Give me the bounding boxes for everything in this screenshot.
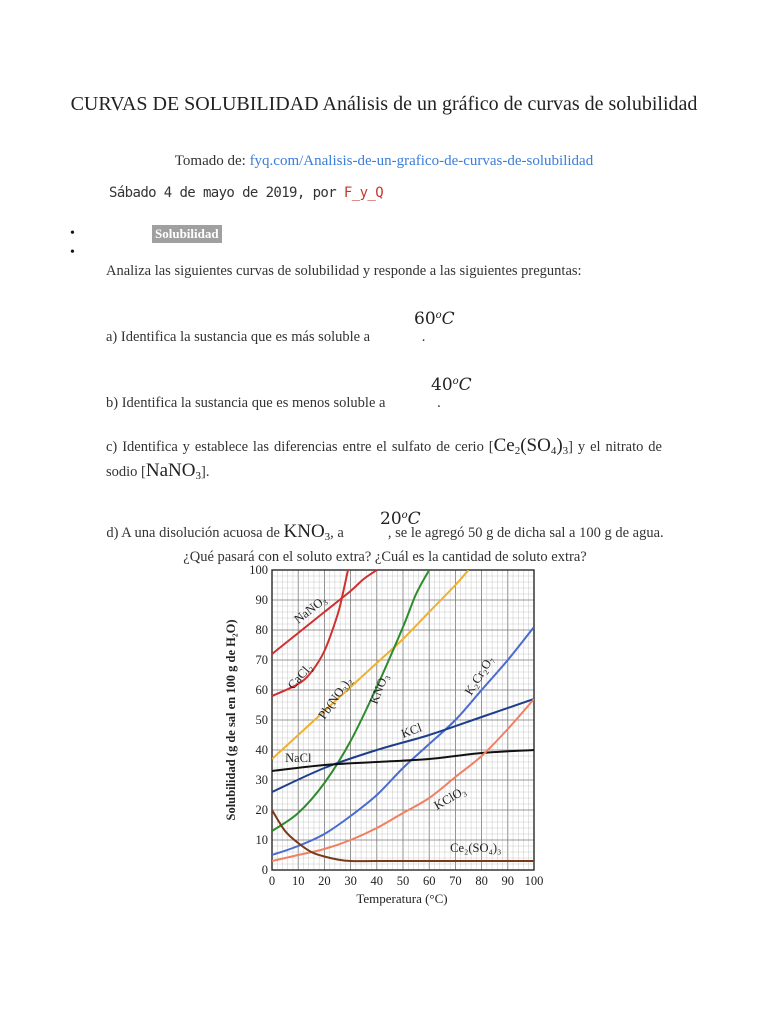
question-b-temp: 40$^o$C [431,375,472,395]
y-tick-label: 60 [255,683,268,697]
x-tick-label: 70 [449,874,462,888]
y-tick-label: 50 [255,713,268,727]
bullet-marker: • [70,226,75,241]
question-d-temp: 20$^o$C [380,509,421,529]
y-tick-label: 30 [255,773,268,787]
date-line [109,185,383,201]
x-tick-label: 10 [291,874,305,888]
question-b-text: b) Identifica la sustancia que es menos soluble a [106,395,386,411]
x-tick-label: 100 [524,874,544,888]
y-tick-label: 100 [249,563,268,577]
y-axis-label: Solubilidad (g de sal en 100 g de H₂O) [224,619,238,821]
tag-solubilidad[interactable]: Solubilidad [152,225,222,243]
x-tick-label: 50 [396,874,410,888]
series-label-kcl: KCl [399,720,424,741]
series-label-pbno32: Pb(NO₃)₂ [315,674,355,722]
question-b-end: . [437,395,441,411]
question-c: c) Identifica y establece las diferencias entre el sulfato de cerio $[Ce_2(SO_4)_3]$ y el nitrato de sodio [NaNO$_3$]. [106,435,662,482]
x-axis-label: Temperatura (°C) [356,891,448,906]
date-text: Sábado 4 de mayo de 2019, [109,185,305,201]
series-label-k2cr2o7: K₂Cr₂O₇ [461,653,497,698]
page-title: CURVAS DE SOLUBILIDAD Análisis de un gráfico de curvas de solubilidad [70,93,698,115]
y-tick-label: 40 [255,743,268,757]
y-tick-label: 20 [255,803,268,817]
bullet-marker: • [70,245,75,260]
solubility-chart [215,560,555,910]
question-b [106,395,441,412]
source-link[interactable]: fyq.com/Analisis-de-un-grafico-de-curvas-de-solubilidad [249,153,594,169]
intro-text: Analiza las siguientes curvas de solubilidad y responde a las siguientes preguntas: [106,263,582,279]
question-a-text: a) Identifica la sustancia que es más soluble a [106,329,371,345]
question-a-temp: 60$^o$C [414,309,455,329]
x-tick-label: 0 [268,874,276,888]
x-tick-label: 30 [344,874,357,888]
series-label-kno3: KNO₃ [366,671,392,707]
x-tick-label: 60 [422,874,436,888]
y-tick-label: 80 [255,623,268,637]
series-label-nano3: NaNO₃ [291,592,330,627]
series-label-ce2so43: Ce₂(SO₄)₃ [450,841,502,855]
by-text: por [312,185,337,201]
question-a-end: . [421,329,426,345]
x-tick-label: 90 [501,874,515,888]
x-tick-label: 80 [475,874,488,888]
source-prefix: Tomado de: [174,153,246,169]
y-tick-label: 0 [261,863,268,877]
y-tick-label: 70 [255,653,268,667]
formula-kno3: $KNO_3$ [283,521,331,543]
y-tick-label: 90 [255,593,268,607]
question-d: d) A una disolución acuosa de $KNO_3$, a , se le agregó 50 g de dicha sal a 100 g de agua. ¿Qué pasará con el soluto extra? ¿Cuál es la cantidad de soluto extra? [106,521,664,565]
series-label-cacl2: CaCl₂ [284,660,316,693]
x-tick-label: 20 [318,874,331,888]
formula-ce2so43: $Ce_2(SO_4)_3$ [493,435,569,457]
question-a [106,329,425,346]
series-label-kclo3: KClO₃ [431,783,469,813]
source-line [0,153,768,170]
series-label-nacl: NaCl [285,751,312,765]
formula-nano3: NaNO$_3$ [145,460,201,482]
author-link[interactable]: F_y_Q [343,185,384,201]
x-tick-label: 40 [370,874,384,888]
y-tick-label: 10 [255,833,268,847]
